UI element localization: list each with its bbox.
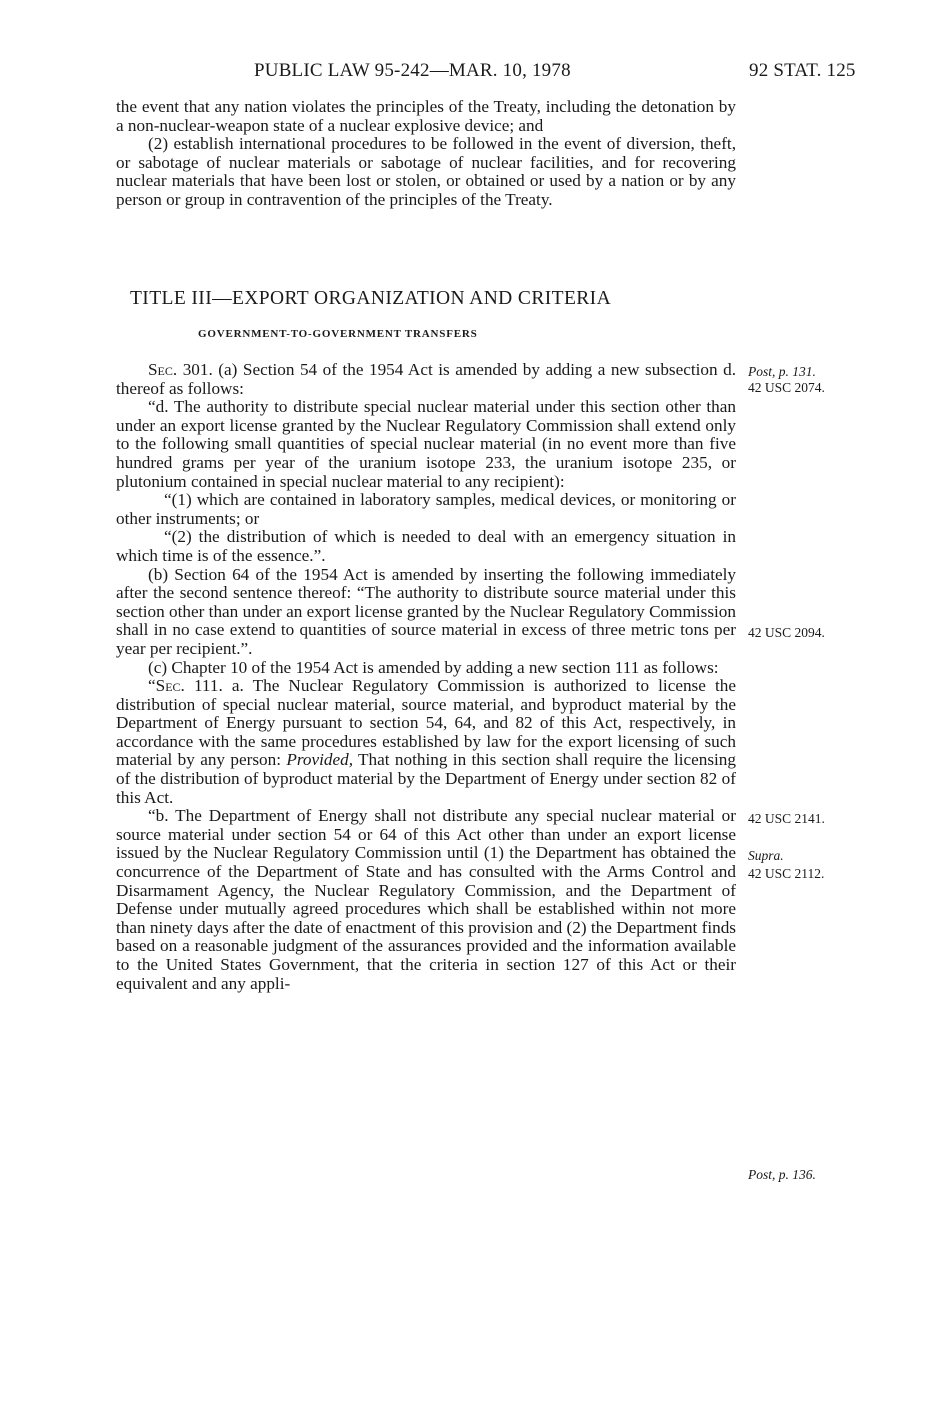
sec-111-b: “b. The Department of Energy shall not distribute any special nuclear material or source material under section 54 or 64 of this Act other than under an export license issued by the Nuclear Regulatory Commission until (1) the Department has obtained the concurrence of the Department of State and has consulted with the Arms Control and Disarmament Agency, the Nuclear Regulatory Commission, and the Department of Defense under mutually agreed procedures which shall be established within not more than ninety days after the date of enactment of this provision and (2) the Department finds based on a reasonable judgment of the assurances provided and the information available to the United States Government, that the criteria in section 127 of this Act or their equivalent and any appli- (116, 806, 736, 993)
margin-note-supra-text: Supra. (748, 848, 784, 863)
sec-111-a-text-1: 111. a. The Nuclear Regulatory Commission is authorized to license the distribution of special nuclear material, source material, and byproduct material by the Department of Energy pursuant to section 54, 64, and 82 of this Act, respectively, in accordance with the same procedures established by law for the export licensing of such material by any person: (116, 676, 736, 770)
margin-note-usc-2141: 42 USC 2141. (748, 811, 825, 826)
open-quote: “ (148, 676, 156, 696)
sec-301-a-text: 301. (a) Section 54 of the 1954 Act is amended by adding a new subsection d. thereof as follows: (116, 360, 736, 398)
statute-reference: 92 STAT. 125 (749, 60, 856, 81)
subsection-d-1: “(1) which are contained in laboratory samples, medical devices, or monitoring or other instruments; or (116, 490, 736, 528)
margin-note-usc-2074: 42 USC 2074. (748, 380, 825, 395)
sec-111-label: Sec. (155, 676, 185, 696)
margin-note-post-131-text: Post, p. 131. (748, 364, 816, 379)
section-301-block (116, 361, 736, 993)
sec-label: Sec. (148, 360, 178, 379)
margin-note-usc-2112: 42 USC 2112. (748, 866, 825, 881)
paragraph-continuation: the event that any nation violates the principles of the Treaty, including the detonation by a non-nuclear-weapon state of a nuclear explosive device; and (116, 97, 736, 135)
running-head: PUBLIC LAW 95-242—MAR. 10, 1978 (254, 60, 571, 81)
sec-301-b: (b) Section 64 of the 1954 Act is amended by inserting the following immediately after the second sentence thereof: “The authority to distribute source material under this section other than under an export license granted by the Nuclear Regulatory Commission shall in no case extend to quantities of source material in excess of three metric tons per year per recipient.”. (116, 564, 736, 658)
section-subheading: GOVERNMENT-TO-GOVERNMENT TRANSFERS (198, 328, 478, 340)
title-heading: TITLE III—EXPORT ORGANIZATION AND CRITERIA (130, 288, 612, 309)
sec-111-a (116, 677, 736, 807)
sec-301-a (116, 361, 736, 398)
top-text-block (116, 98, 736, 210)
margin-note-usc-2094: 42 USC 2094. (748, 625, 825, 640)
margin-note-post-136 (748, 1167, 816, 1183)
sec-301-c: (c) Chapter 10 of the 1954 Act is amended by adding a new section 111 as follows: (148, 657, 719, 677)
margin-note-post-131 (748, 364, 816, 380)
sec-111-a-text-2: That nothing in this section shall require the licensing of the distribution of byproduct material by the Department of Energy under section 82 of this Act. (116, 750, 736, 807)
margin-note-supra (748, 848, 784, 864)
margin-note-post-136-text: Post, p. 136. (748, 1167, 816, 1182)
subsection-d: “d. The authority to distribute special nuclear material under this section other than under an export license granted by the Nuclear Regulatory Commission shall extend only to the following small quantities of special nuclear material (in no event more than five hundred grams per year of the uranium isotope 233, the uranium isotope 235, or plutonium contained in special nuclear material to any recipient): (116, 397, 736, 491)
provided-word: Provided, (286, 750, 354, 770)
paragraph-2: (2) establish international procedures to be followed in the event of diversion, theft, or sabotage of nuclear materials or sabotage of nuclear facilities, and for recovering nuclear materials that have been lost or stolen, or obtained or used by a nation or by any person or group in contravention of the principles of the Treaty. (116, 134, 736, 209)
subsection-d-2: “(2) the distribution of which is needed to deal with an emergency situation in which time is of the essence.”. (116, 527, 736, 565)
